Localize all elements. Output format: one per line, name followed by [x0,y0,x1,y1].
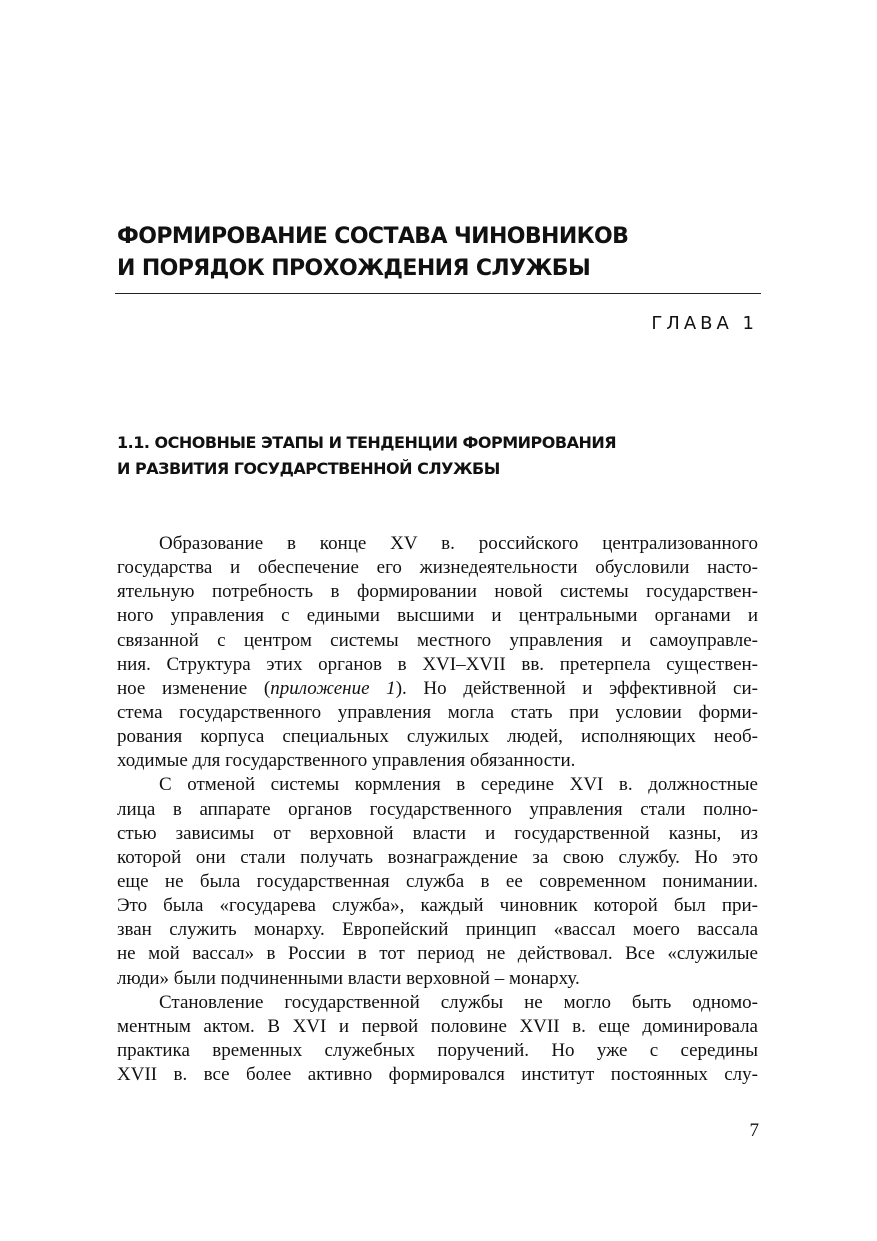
body-text [117,532,758,1087]
title-divider [115,293,761,294]
text-line: ходимые для государственного управления обязанности. [117,750,576,772]
text-line: Становление государственной службы не могло быть одномо- [159,991,758,1013]
part-title-line-2: И ПОРЯДОК ПРОХОЖДЕНИЯ СЛУЖБЫ [117,256,591,281]
text-line: Это была «государева служба», каждый чиновник которой был при- [117,895,758,917]
section-title-line-2: И РАЗВИТИЯ ГОСУДАРСТВЕННОЙ СЛУЖБЫ [117,459,500,478]
part-title-line-1: ФОРМИРОВАНИЕ СОСТАВА ЧИНОВНИКОВ [117,224,629,249]
text-line: С отменой системы кормления в середине XVI в. должностные [159,774,758,796]
paragraph [117,773,758,990]
text-line: XVII в. все более активно формировался институт постоянных слу- [117,1064,758,1086]
text-line: ное изменение (приложение 1). Но действенной и эффективной си- [117,677,758,699]
chapter-label: ГЛАВА 1 [651,313,758,334]
paragraph [117,991,758,1088]
text-line: ятельную потребность в формировании новой системы государствен- [117,581,758,603]
text-line: люди» были подчиненными власти верховной – монарху. [117,967,580,989]
text-line: не мой вассал» в России в тот период не действовал. Все «служилые [117,943,758,965]
text-line: Образование в конце XV в. российского централизованного [159,533,758,554]
text-line: лица в аппарате органов государственного управления стали полно- [117,798,758,820]
paragraph [117,532,758,773]
text-line: стема государственного управления могла стать при условии форми- [117,701,758,723]
text-line: ния. Структура этих органов в XVI–XVII вв. претерпела существен- [117,653,758,675]
page-number: 7 [749,1120,759,1141]
text-line: которой они стали получать вознаграждение за свою службу. Но это [117,846,758,868]
text-line: ного управления с едиными высшими и центральными органами и [117,605,758,627]
text-line: практика временных служебных поручений. Но уже с середины [117,1039,758,1061]
text-line: зван служить монарху. Европейский принцип «вассал моего вассала [117,919,758,941]
text-line: связанной с центром системы местного управления и самоуправле- [117,629,758,651]
text-line: стью зависимы от верховной власти и государственной казны, из [117,822,758,844]
text-line: еще не была государственная служба в ее современном понимании. [117,870,758,892]
text-line: рования корпуса специальных служилых людей, исполняющих необ- [117,726,758,748]
section-title [117,430,757,482]
text-line: государства и обеспечение его жизнедеятельности обусловили насто- [117,557,758,579]
text-line: ментным актом. В XVI и первой половине XVII в. еще доминировала [117,1015,758,1037]
section-title-line-1: 1.1. ОСНОВНЫЕ ЭТАПЫ И ТЕНДЕНЦИИ ФОРМИРОВАНИЯ [117,433,617,452]
appendix-reference: приложение 1 [270,677,396,699]
part-title [117,221,757,285]
